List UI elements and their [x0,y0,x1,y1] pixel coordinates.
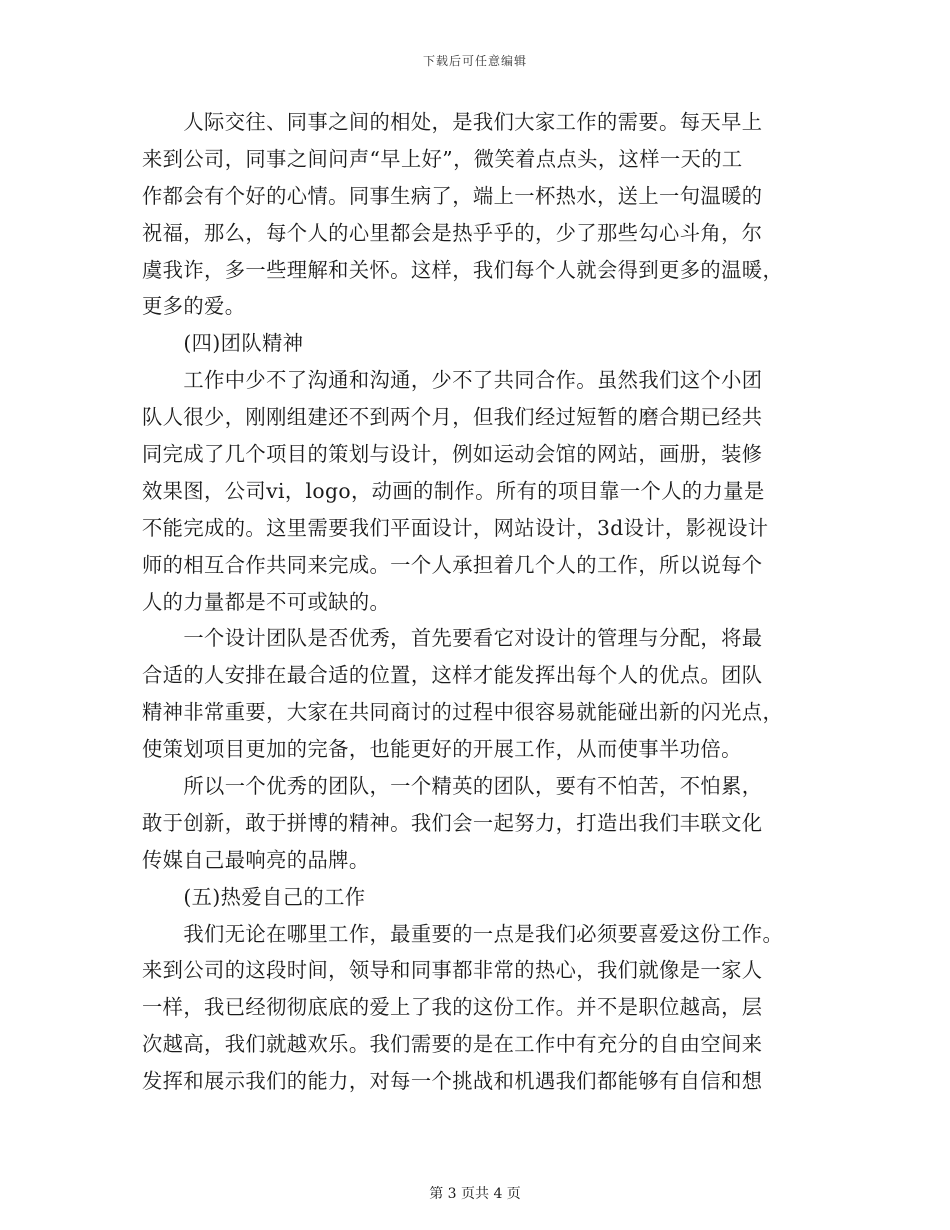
text-line: 作都会有个好的心情。同事生病了，端上一杯热水，送上一句温暖的 [142,183,763,208]
section-heading: (四)团队精神 [142,331,304,356]
text-line: 使策划项目更加的完备，也能更好的开展工作，从而使事半功倍。 [142,737,742,762]
text-line: 人际交往、同事之间的相处，是我们大家工作的需要。每天早上 [142,110,763,134]
text-line: 次越高，我们就越欢乐。我们需要的是在工作中有充分的自由空间来 [142,1032,763,1057]
text-line: 一样，我已经彻彻底底的爱上了我的这份工作。并不是职位越高，层 [142,995,763,1020]
text-line: 更多的爱。 [142,294,246,319]
text-line: 我们无论在哪里工作，最重要的一点是我们必须要喜爱这份工作。 [142,921,784,946]
text-line: 不能完成的。这里需要我们平面设计，网站设计，3d设计，影视设计 [142,515,769,540]
text-line: 传媒自己最响亮的品牌。 [142,847,370,872]
text-line: 效果图，公司vi，logo，动画的制作。所有的项目靠一个人的力量是 [142,478,765,503]
section-heading: (五)热爱自己的工作 [142,884,366,909]
text-line: 所以一个优秀的团队，一个精英的团队，要有不怕苦，不怕累， [142,774,763,799]
text-line: 精神非常重要，大家在共同商讨的过程中很容易就能碰出新的闪光点， [142,700,784,725]
document-body [142,104,810,1100]
text-line: 合适的人安排在最合适的位置，这样才能发挥出每个人的优点。团队 [142,663,763,688]
text-line: 发挥和展示我们的能力，对每一个挑战和机遇我们都能够有自信和想 [142,1069,763,1094]
text-line: 一个设计团队是否优秀，首先要看它对设计的管理与分配，将最 [142,626,763,651]
text-line: 师的相互合作共同来完成。一个人承担着几个人的工作，所以说每个 [142,552,763,577]
page-header: 下载后可任意编辑 [422,54,527,68]
page-number: 第 3 页共 4 页 [429,1186,521,1202]
text-line: 工作中少不了沟通和沟通，少不了共同合作。虽然我们这个小团 [142,368,763,393]
text-line: 同完成了几个项目的策划与设计，例如运动会馆的网站，画册，装修 [142,442,763,467]
text-line: 祝福，那么，每个人的心里都会是热乎乎的，少了那些勾心斗角，尔 [142,220,763,245]
text-line: 人的力量都是不可或缺的。 [142,589,391,614]
text-line: 虞我诈，多一些理解和关怀。这样，我们每个人就会得到更多的温暖， [142,257,784,282]
text-line: 队人很少，刚刚组建还不到两个月，但我们经过短暂的磨合期已经共 [142,405,763,430]
text-line: 敢于创新，敢于拼博的精神。我们会一起努力，打造出我们丰联文化 [142,810,763,835]
text-line: 来到公司，同事之间问声“早上好”，微笑着点点头，这样一天的工 [142,146,743,171]
text-line: 来到公司的这段时间，领导和同事都非常的热心，我们就像是一家人 [142,958,763,983]
